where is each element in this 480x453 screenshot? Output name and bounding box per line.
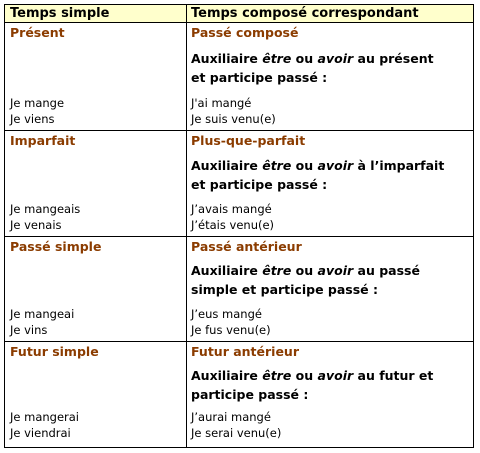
auxiliary-rule-line-1: Auxiliaire être ou avoir au passé: [191, 263, 420, 278]
simple-example: Je mangeai: [10, 307, 75, 321]
simple-example: Je vins: [10, 323, 48, 337]
compound-example: Je fus venu(e): [191, 323, 271, 337]
auxiliary-rule-line-2: simple et participe passé :: [191, 282, 378, 297]
simple-tense-name: Présent: [10, 25, 65, 40]
simple-examples: [10, 306, 74, 338]
simple-tense-name: Passé simple: [10, 239, 102, 254]
compound-example: J’eus mangé: [191, 307, 262, 321]
simple-example: Je viendrai: [10, 426, 71, 440]
compound-examples: [191, 409, 281, 441]
conjugation-table: [4, 4, 474, 448]
auxiliary-rule-line-2: participe passé :: [191, 387, 309, 402]
table-row: [5, 342, 473, 447]
table-row: [5, 23, 473, 130]
auxiliary-rule: [191, 366, 433, 404]
compound-tense-name: Futur antérieur: [191, 344, 299, 359]
simple-example: Je viens: [10, 112, 55, 126]
table-row: [5, 237, 473, 341]
simple-example: Je venais: [10, 218, 62, 232]
auxiliary-rule-line-2: et participe passé :: [191, 177, 328, 192]
simple-example: Je mangeais: [10, 202, 81, 216]
auxiliary-rule-line-1: Auxiliaire être ou avoir à l’imparfait: [191, 158, 445, 173]
compound-tense-name: Plus-que-parfait: [191, 133, 306, 148]
simple-tense-name: Futur simple: [10, 344, 99, 359]
compound-example: J’aurai mangé: [191, 410, 271, 424]
simple-examples: [10, 95, 64, 127]
compound-example: Je suis venu(e): [191, 112, 276, 126]
compound-example: J’étais venu(e): [191, 218, 275, 232]
compound-tense-name: Passé composé: [191, 25, 299, 40]
header-cell-compose: [187, 5, 473, 22]
simple-example: Je mange: [10, 96, 65, 110]
auxiliary-rule-line-1: Auxiliaire être ou avoir au futur et: [191, 368, 434, 383]
compound-tense-name: Passé antérieur: [191, 239, 302, 254]
compound-examples: [191, 95, 276, 127]
compound-example: J’avais mangé: [191, 202, 272, 216]
simple-tense-name: Imparfait: [10, 133, 76, 148]
header-cell-simple: [5, 5, 186, 22]
auxiliary-rule-line-1: Auxiliaire être ou avoir au présent: [191, 51, 434, 66]
auxiliary-rule: [191, 156, 444, 194]
auxiliary-rule: [191, 49, 434, 87]
header-compose-label: Temps composé correspondant: [191, 6, 419, 21]
auxiliary-rule-line-2: et participe passé :: [191, 70, 328, 85]
compound-example: J'ai mangé: [191, 96, 252, 110]
compound-example: Je serai venu(e): [191, 426, 282, 440]
simple-examples: [10, 201, 80, 233]
compound-examples: [191, 306, 271, 338]
simple-examples: [10, 409, 79, 441]
header-simple-label: Temps simple: [10, 6, 110, 21]
table-row: [5, 131, 473, 236]
auxiliary-rule: [191, 261, 420, 299]
compound-examples: [191, 201, 274, 233]
simple-example: Je mangerai: [10, 410, 80, 424]
